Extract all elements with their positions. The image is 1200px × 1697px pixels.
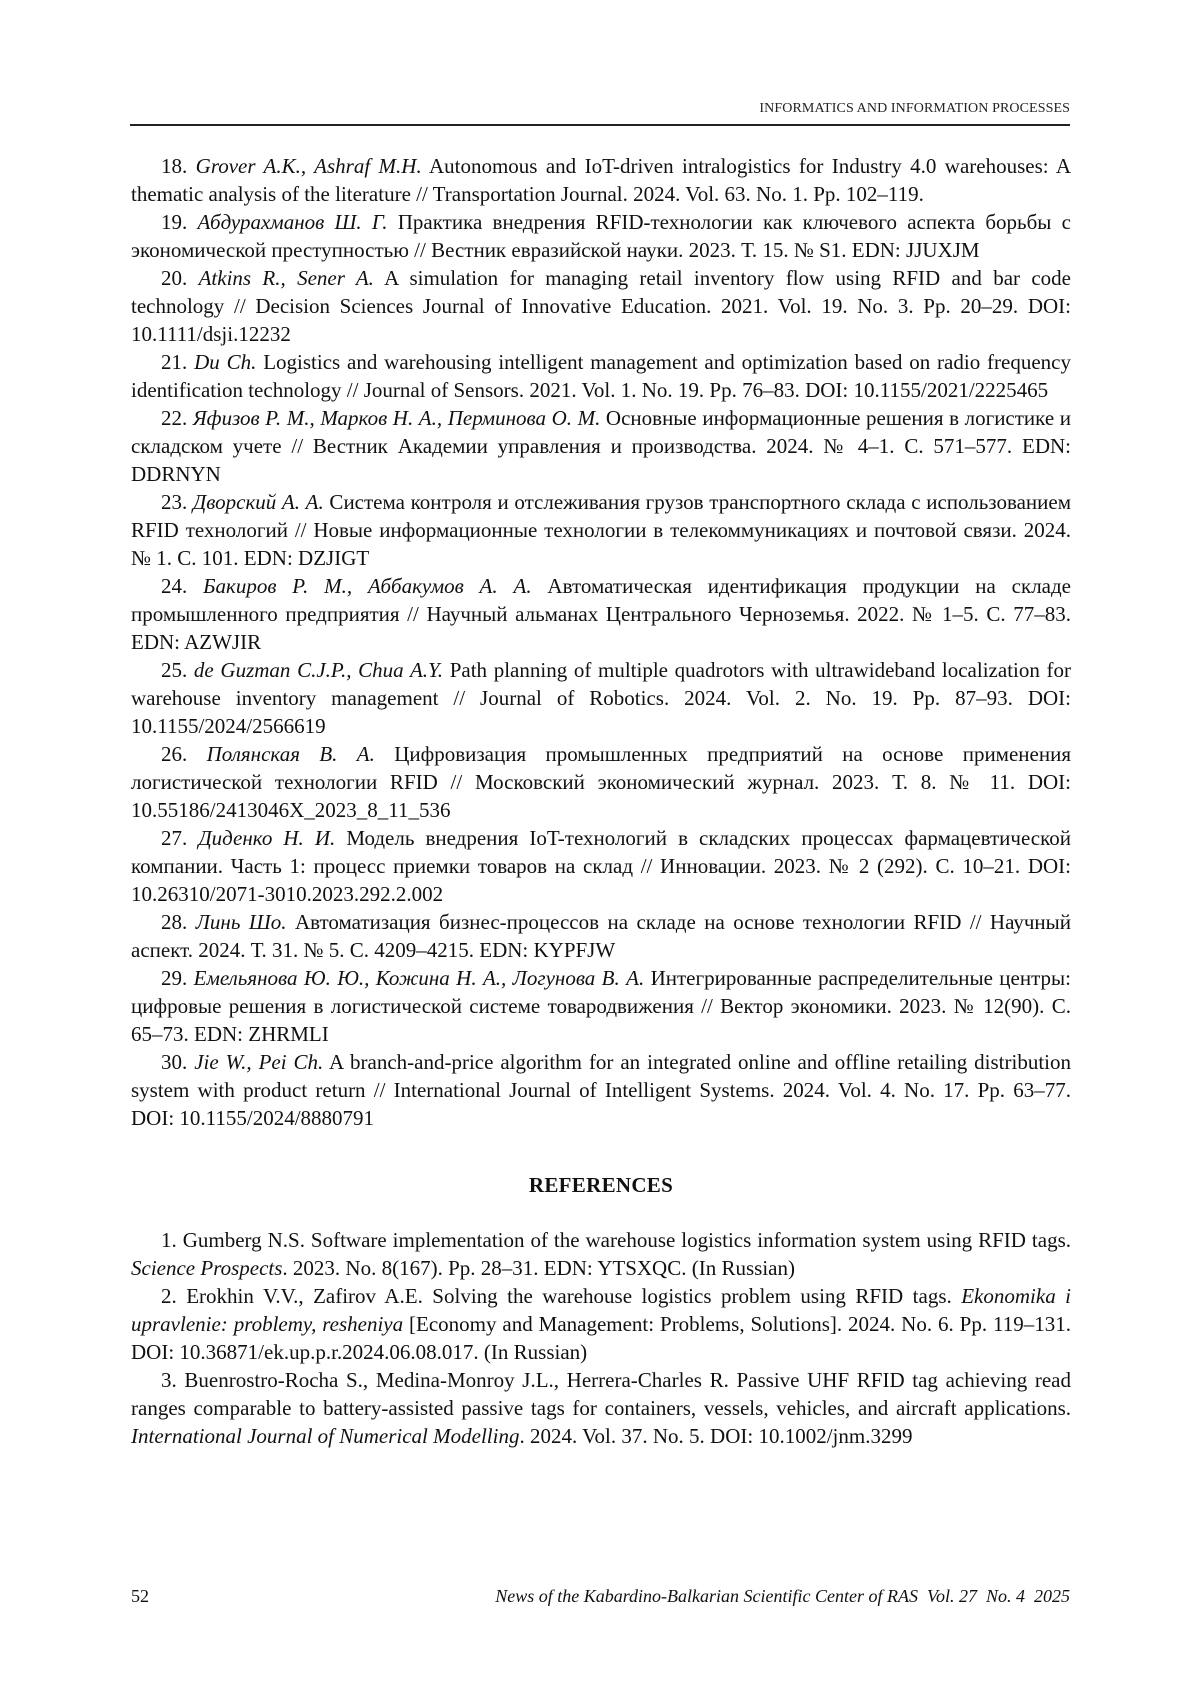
reference-text: Автоматизация бизнес-процессов на складе на основе технологии RFID // Научный аспект. 2024. Т. 31. № 5. С. 4209–4215. EDN: KYPFJW [131,910,1071,962]
reference-item [131,1226,1071,1282]
reference-number: 28. [161,910,187,934]
reference-number: 24. [161,574,187,598]
reference-text: Erokhin V.V., Zafirov A.E. Solving the warehouse logistics problem using RFID tags. [177,1284,961,1308]
reference-text: . 2024. Vol. 37. No. 5. DOI: 10.1002/jnm.3299 [519,1424,912,1448]
reference-authors: Линь Шо. [196,910,287,934]
reference-text: [Economy and Management: Problems, Solutions]. 2024. No. 6. Pp. 119–131. DOI: 10.36871/ek.up.p.r.2024.06.08.017. (In Russian) [131,1312,1071,1364]
reference-number: 1. [161,1228,177,1252]
reference-item [131,348,1071,404]
reference-authors: Grover A.K., Ashraf M.H. [196,154,422,178]
reference-text: Path planning of multiple quadrotors with ultrawideband localization for warehouse inventory management // Journal of Robotics. 2024. Vol. 2. No. 19. Pp. 87–93. DOI: 10.1155/2024/2566619 [131,658,1071,738]
reference-text: Основные информационные решения в логистике и складском учете // Вестник Академии управления и производства. 2024. № 4–1. С. 571–577. EDN: DDRNYN [131,406,1071,486]
reference-text: A branch-and-price algorithm for an integrated online and offline retailing distribution system with product return // International Journal of Intelligent Systems. 2024. Vol. 4. No. 17. Pp. 63–77. DOI: 10.1155/2024/8880791 [131,1050,1071,1130]
reference-authors: Абдурахманов Ш. Г. [198,210,388,234]
reference-authors: Jie W., Pei Ch. [194,1050,323,1074]
page [0,0,1200,1697]
references-title: REFERENCES [131,1171,1071,1199]
reference-text: Интегрированные распределительные центры: цифровые решения в логистической системе товародвижения // Вектор экономики. 2023. № 12(90). С. 65–73. EDN: ZHRMLI [131,966,1071,1046]
reference-number: 3. [161,1368,177,1392]
reference-authors: Диденко Н. И. [198,826,335,850]
reference-number: 18. [161,154,187,178]
reference-authors: Бакиров Р. М., Аббакумов А. А. [203,574,531,598]
reference-item [131,656,1071,740]
reference-number: 2. [161,1284,177,1308]
running-header: INFORMATICS AND INFORMATION PROCESSES [130,101,1070,117]
reference-item [131,824,1071,908]
reference-item [131,208,1071,264]
reference-text: Buenrostro-Rocha S., Medina-Monroy J.L., Herrera-Charles R. Passive UHF RFID tag achieving read ranges comparable to battery-assisted passive tags for containers, vessels, vehicles, and aircraft applications. [131,1368,1071,1420]
reference-number: 26. [161,742,187,766]
reference-authors: Atkins R., Sener A. [199,266,374,290]
header-rule [130,124,1070,126]
reference-text: Модель внедрения IoT-технологий в складских процессах фармацевтической компании. Часть 1: процесс приемки товаров на склад // Инновации. 2023. № 2 (292). С. 10–21. DOI: 10.26310/2071-3010.2023.292.2.002 [131,826,1071,906]
reference-authors: Яфизов Р. М., Марков Н. А., Перминова О. М. [193,406,600,430]
reference-item [131,908,1071,964]
reference-number: 25. [161,658,187,682]
reference-item [131,740,1071,824]
reference-text: Gumberg N.S. Software implementation of the warehouse logistics information system using RFID tags. [177,1228,1071,1252]
reference-number: 23. [161,490,187,514]
reference-item [131,572,1071,656]
reference-authors: Полянская В. А. [207,742,375,766]
reference-text: Система контроля и отслеживания грузов транспортного склада с использованием RFID технологий // Новые информационные технологии в телекоммуникациях и почтовой связи. 2024. № 1. С. 101. EDN: DZJIGT [131,490,1071,570]
reference-text: Logistics and warehousing intelligent management and optimization based on radio frequency identification technology // Journal of Sensors. 2021. Vol. 1. No. 19. Pp. 76–83. DOI: 10.1155/2021/2225465 [131,350,1071,402]
reference-number: 22. [161,406,187,430]
reference-text: Автоматическая идентификация продукции на складе промышленного предприятия // Научный альманах Центрального Черноземья. 2022. № 1–5. С. 77–83. EDN: AZWJIR [131,574,1071,654]
reference-number: 30. [161,1050,187,1074]
reference-item [131,1282,1071,1366]
reference-journal: International Journal of Numerical Modelling [131,1424,519,1448]
reference-number: 19. [161,210,187,234]
reference-item [131,964,1071,1048]
reference-item [131,1366,1071,1450]
reference-text: Практика внедрения RFID-технологии как ключевого аспекта борьбы с экономической преступностью // Вестник евразийской науки. 2023. Т. 15. № S1. EDN: JJUXJM [131,210,1071,262]
reference-text: A simulation for managing retail inventory flow using RFID and bar code technology // Decision Sciences Journal of Innovative Education. 2021. Vol. 19. No. 3. Pp. 20–29. DOI: 10.1111/dsji.12232 [131,266,1071,346]
reference-authors: Du Ch. [194,350,256,374]
reference-number: 21. [161,350,187,374]
reference-authors: Дворский А. А. [193,490,324,514]
content [131,152,1071,1450]
reference-item [131,488,1071,572]
references-list [131,1226,1071,1450]
reference-text: . 2023. No. 8(167). Pp. 28–31. EDN: YTSXQC. (In Russian) [282,1256,795,1280]
reference-item [131,404,1071,488]
reference-text: Autonomous and IoT-driven intralogistics for Industry 4.0 warehouses: A thematic analysis of the literature // Transportation Journal. 2024. Vol. 63. No. 1. Pp. 102–119. [131,154,1071,206]
reference-item [131,152,1071,208]
reference-authors: Емельянова Ю. Ю., Кожина Н. А., Логунова В. А. [194,966,645,990]
reference-item [131,1048,1071,1132]
reference-journal: Ekonomika i upravlenie: problemy, resheniya [131,1284,1071,1336]
reference-item [131,264,1071,348]
reference-journal: Science Prospects [131,1256,282,1280]
reference-text: Цифровизация промышленных предприятий на основе применения логистической технологии RFID // Московский экономический журнал. 2023. Т. 8. № 11. DOI: 10.55186/2413046X_2023_8_11_536 [131,742,1071,822]
reference-authors: de Guzman C.J.P., Chua A.Y. [194,658,443,682]
footer-journal: News of the Kabardino-Balkarian Scientific Center of RAS Vol. 27 No. 4 2025 [495,1586,1070,1607]
page-number: 52 [131,1586,149,1607]
reference-number: 20. [161,266,187,290]
reference-number: 27. [161,826,187,850]
reference-number: 29. [161,966,187,990]
literature-list [131,152,1071,1132]
